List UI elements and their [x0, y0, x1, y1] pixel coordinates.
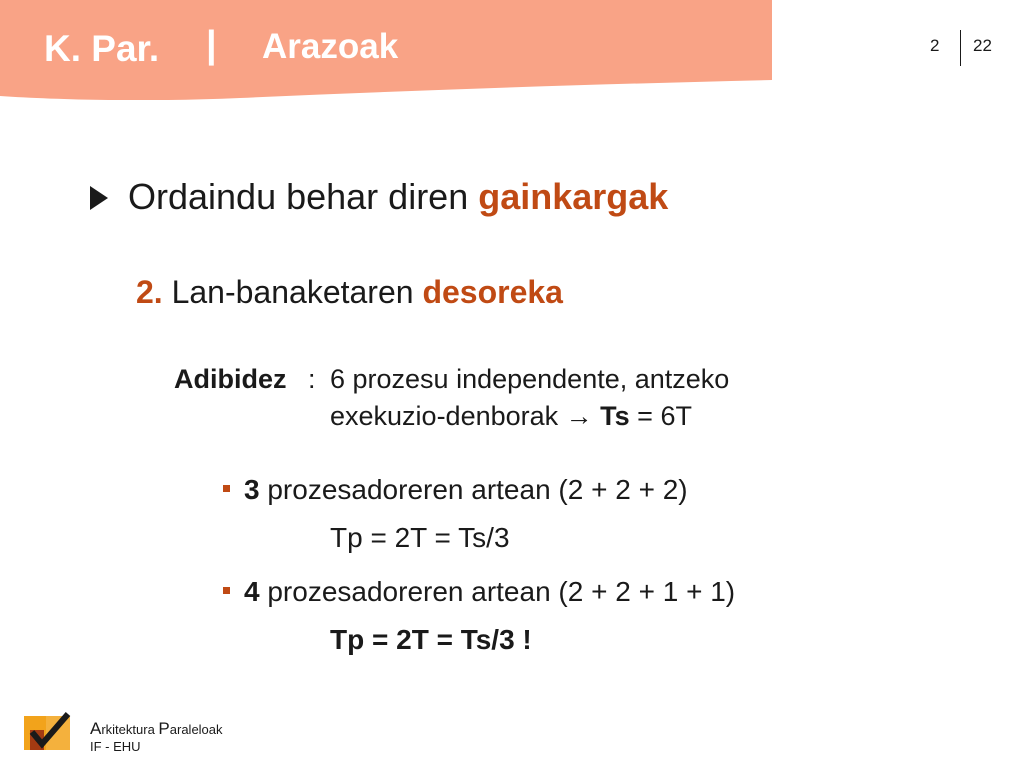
page-number-divider — [960, 30, 961, 66]
sub-heading — [136, 274, 563, 311]
case-text: prozesadoreren artean (2 + 2 + 2) — [259, 474, 688, 505]
checkmark-logo-icon — [24, 712, 74, 752]
example-colon: : — [308, 364, 316, 394]
total-pages-number: 22 — [973, 36, 992, 55]
example-line-2-bold: Ts — [600, 401, 630, 431]
case-item-4-processors — [244, 576, 735, 608]
course-title: K. Par. — [44, 28, 160, 69]
header-separator: | — [206, 24, 217, 66]
sub-heading-number: 2. — [136, 274, 163, 310]
footer-title-word-1: rkitektura — [101, 722, 159, 737]
footer-title-initial-a: A — [90, 719, 102, 738]
footer-title-word-2: araleloak — [169, 722, 223, 737]
example-label: Adibidez — [174, 364, 287, 394]
main-heading — [128, 176, 668, 218]
case-result-3-processors: Tp = 2T = Ts/3 — [330, 522, 510, 553]
main-heading-text: Ordaindu behar diren — [128, 176, 479, 217]
footer-text — [90, 720, 223, 755]
case-item-3-processors — [244, 474, 688, 506]
footer-title — [90, 720, 223, 738]
example-line-1: 6 prozesu independente, antzeko — [330, 364, 730, 394]
main-heading-accent: gainkargak — [478, 176, 669, 217]
case-text: prozesadoreren artean (2 + 2 + 1 + 1) — [259, 576, 736, 607]
example-line-2 — [330, 401, 692, 432]
case-result-4-processors: Tp = 2T = Ts/3 ! — [330, 624, 532, 655]
square-bullet-icon — [223, 485, 230, 492]
footer-subtitle: IF - EHU — [90, 739, 141, 754]
footer-title-initial-p: P — [158, 719, 170, 738]
example-line-2-prefix: exekuzio-denborak → — [330, 401, 601, 431]
sub-heading-bold: desoreka — [422, 274, 563, 310]
example-line-2-suffix: = 6T — [629, 401, 692, 431]
current-page-number: 2 — [930, 36, 940, 55]
sub-heading-text: Lan-banaketaren — [162, 274, 423, 310]
triangle-bullet-icon — [90, 186, 108, 210]
section-title: Arazoak — [262, 27, 399, 66]
square-bullet-icon — [223, 587, 230, 594]
case-count: 3 — [244, 474, 260, 505]
case-count: 4 — [244, 576, 260, 607]
